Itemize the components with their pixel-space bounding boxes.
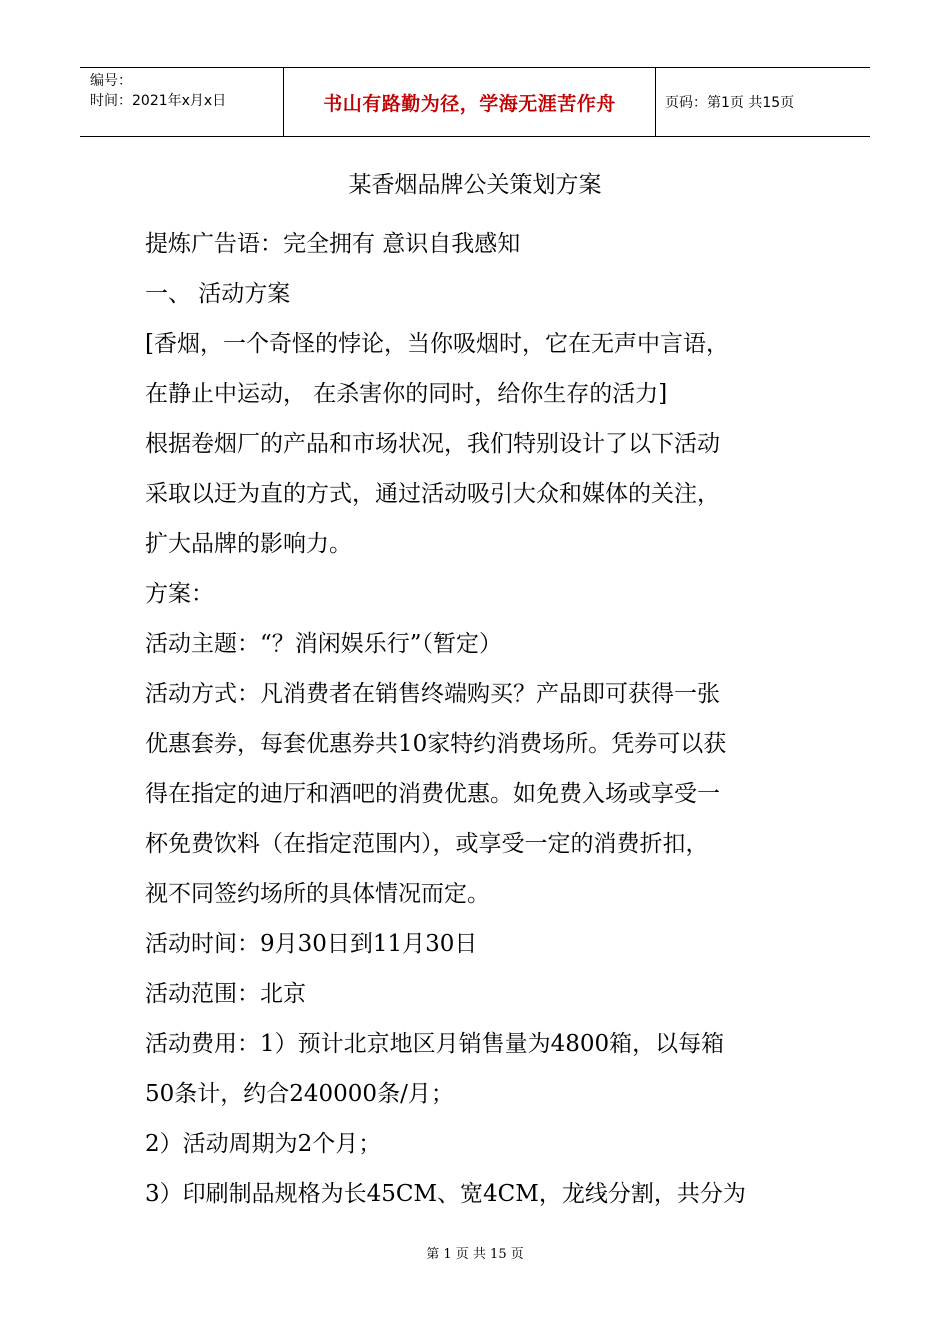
body-line: 活动方式：凡消费者在销售终端购买？产品即可获得一张 — [145, 681, 720, 707]
header-meta — [80, 68, 283, 136]
header-page-info: 页码：第1页 共15页 — [665, 95, 795, 111]
body-line: 活动范围：北京 — [145, 981, 306, 1007]
body-line: 杯免费饮料（在指定范围内），或享受一定的消费折扣， — [145, 831, 709, 857]
document-header — [80, 67, 870, 137]
body-line: 得在指定的迪厅和酒吧的消费优惠。如免费入场或享受一 — [145, 781, 720, 807]
body-line: 活动费用：1）预计北京地区月销售量为4800箱，以每箱 — [145, 1031, 725, 1057]
page-footer: 第 1 页 共 15 页 — [426, 1247, 524, 1262]
body-line: 在静止中运动， 在杀害你的同时，给你生存的活力] — [145, 381, 668, 407]
body-line: 根据卷烟厂的产品和市场状况，我们特别设计了以下活动 — [145, 431, 720, 457]
body-line: 3）印刷制品规格为长45CM、宽4CM，龙线分割，共分为 — [145, 1181, 746, 1207]
body-line: 视不同签约场所的具体情况而定。 — [145, 881, 490, 907]
body-line: 2）活动周期为2个月； — [145, 1131, 382, 1157]
body-line: 活动时间：9月30日到11月30日 — [145, 931, 478, 957]
header-page-cell — [656, 68, 870, 136]
document-body — [145, 219, 815, 1219]
body-line: 活动主题：“？消闲娱乐行”（暂定） — [145, 631, 503, 657]
body-line: 采取以迂为直的方式，通过活动吸引大众和媒体的关注， — [145, 481, 720, 507]
header-motto: 书山有路勤为径，学海无涯苦作舟 — [323, 92, 616, 115]
body-line: [香烟，一个奇怪的悖论，当你吸烟时，它在无声中言语， — [145, 331, 729, 357]
serial-number-label: 编号： — [90, 73, 132, 89]
body-line: 方案： — [145, 581, 214, 607]
document-title: 某香烟品牌公关策划方案 — [348, 172, 602, 198]
body-line: 一、 活动方案 — [145, 281, 291, 307]
body-line: 50条计，约合240000条/月； — [145, 1081, 454, 1107]
body-line: 优惠套券，每套优惠券共10家特约消费场所。凭券可以获 — [145, 731, 727, 757]
header-motto-cell — [283, 68, 656, 136]
date-label: 时间：2021年x月x日 — [90, 93, 227, 109]
body-line: 扩大品牌的影响力。 — [145, 531, 352, 557]
body-line: 提炼广告语：完全拥有 意识自我感知 — [145, 231, 521, 257]
